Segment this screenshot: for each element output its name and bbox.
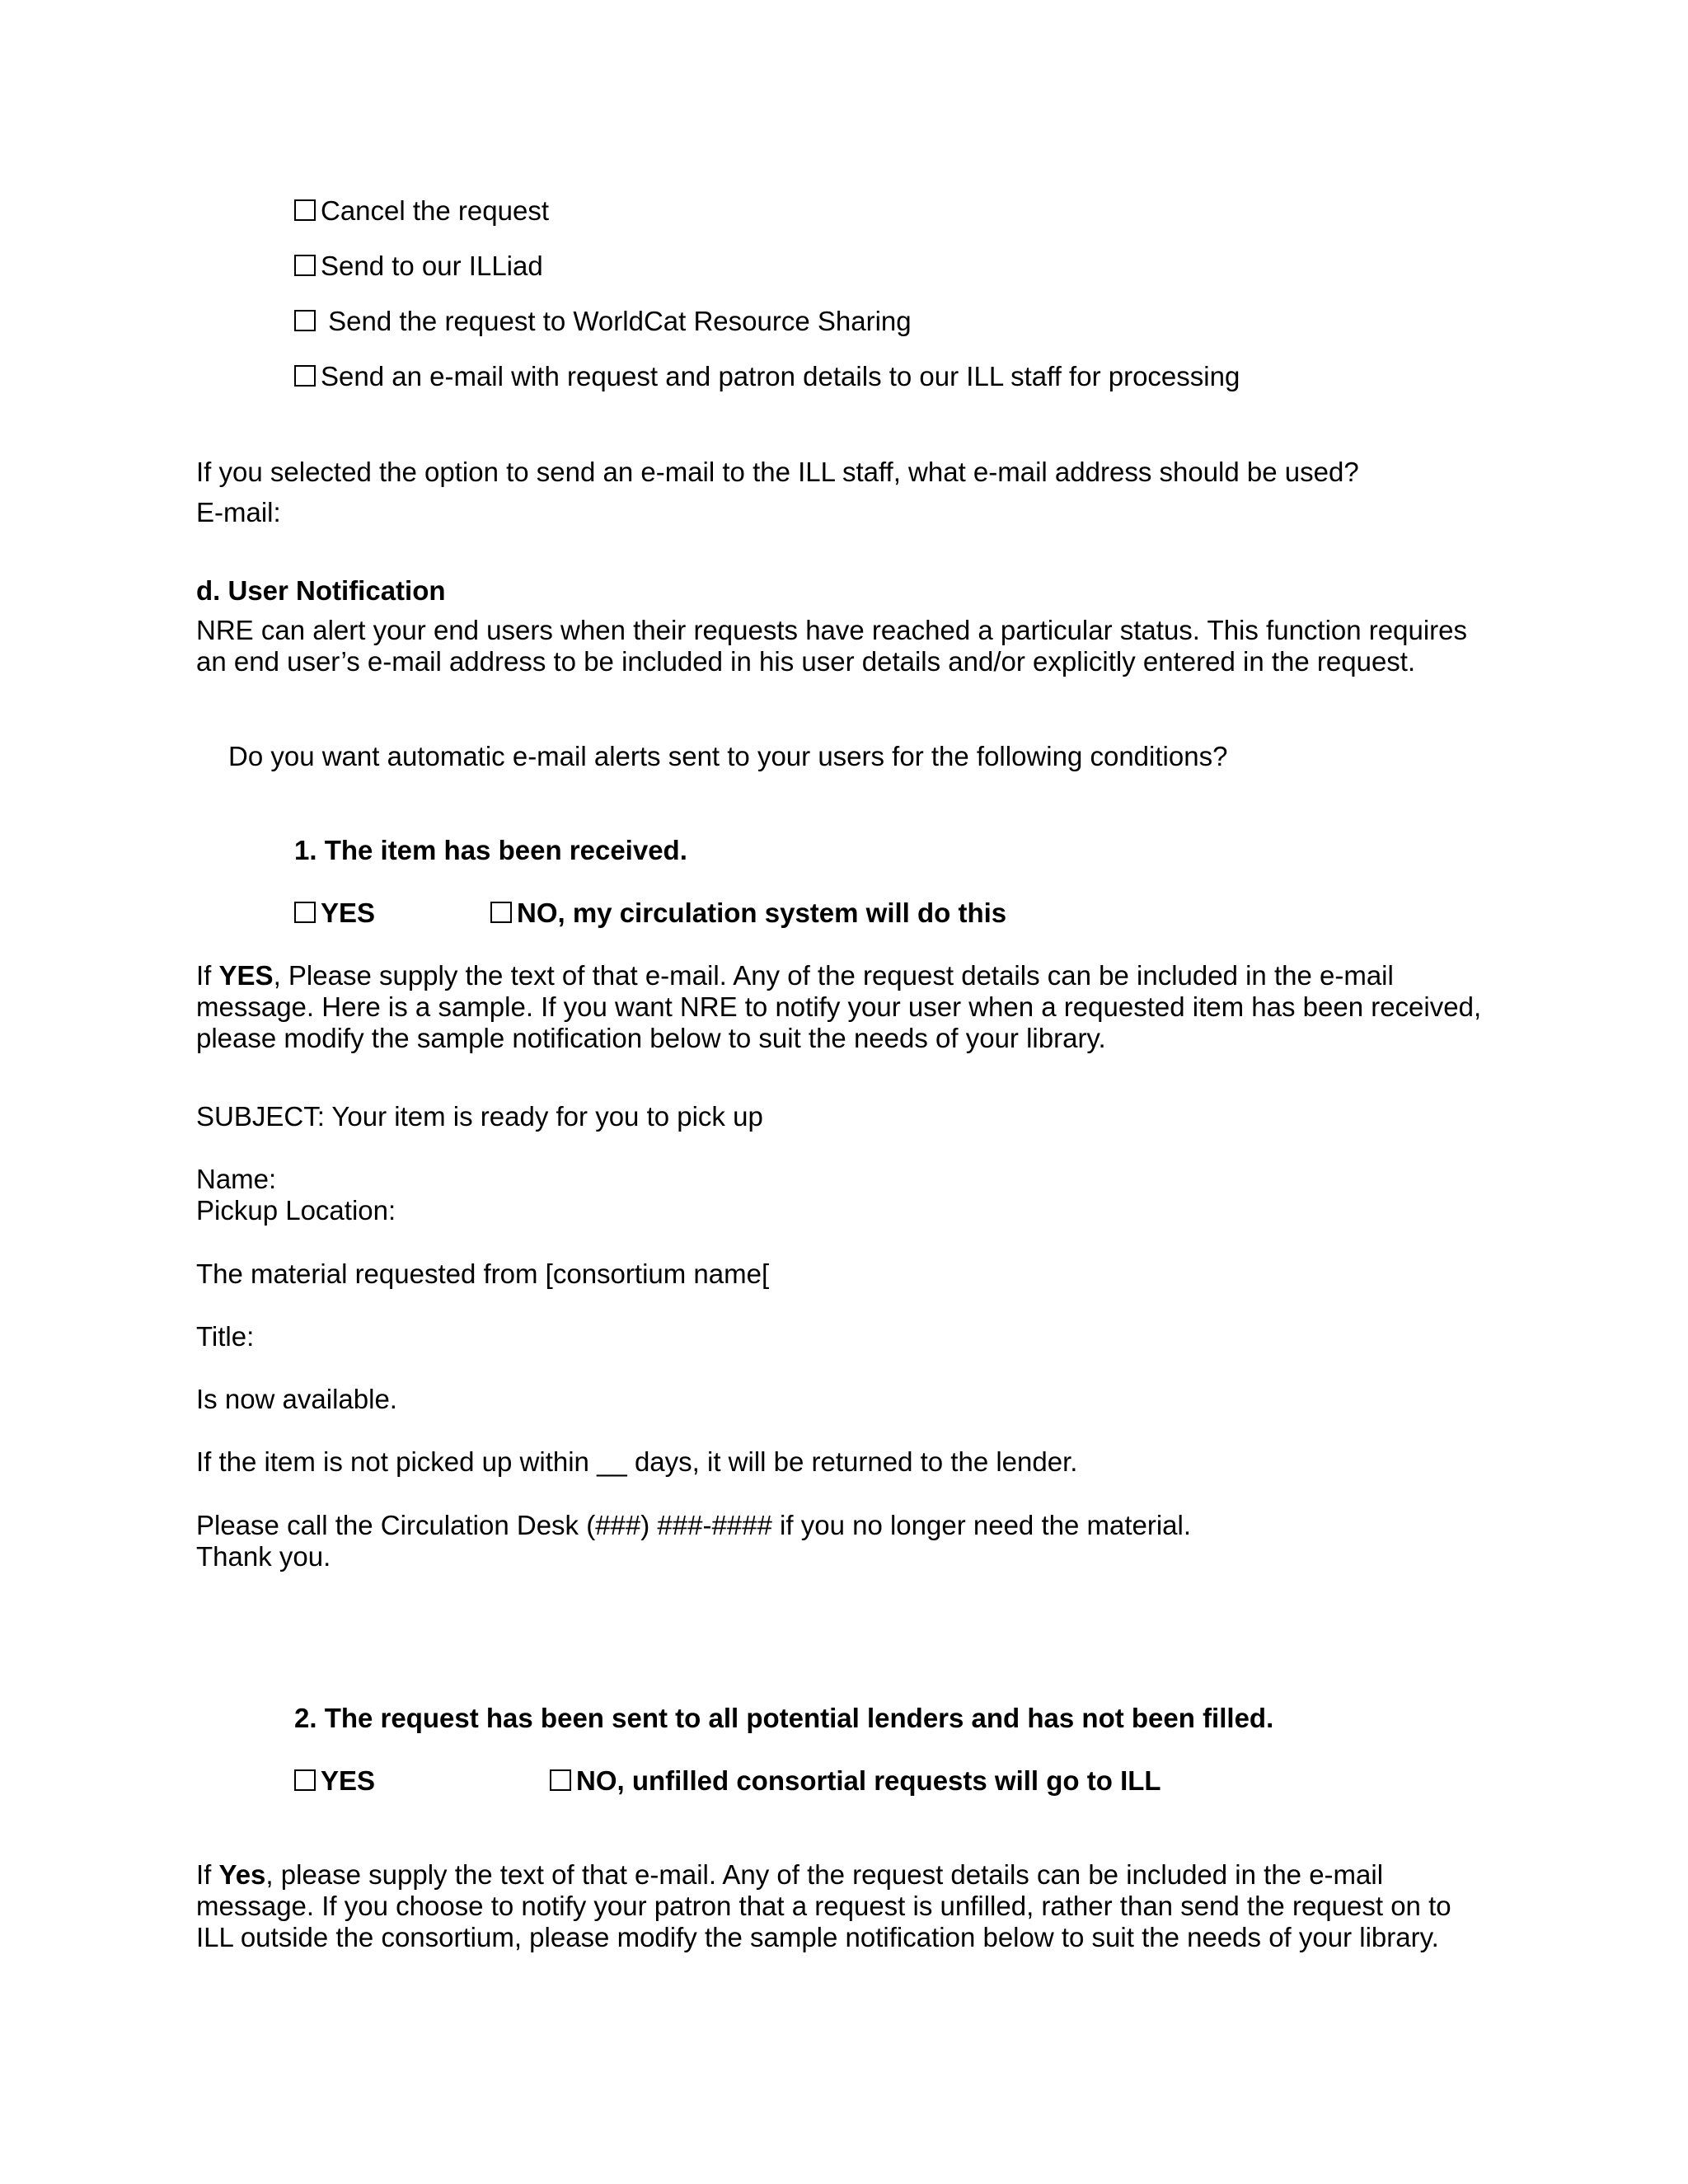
option-label: Send to our ILLiad: [321, 251, 543, 281]
option-worldcat[interactable]: [294, 306, 912, 337]
sample-name: Name:: [196, 1164, 277, 1194]
instruction-lead: If: [196, 960, 219, 991]
sample-available: Is now available.: [196, 1384, 397, 1414]
option-send-illiad[interactable]: [294, 251, 543, 282]
instruction-rest: , Please supply the text of that e-mail. Any of the request details can be included in the e-mail message. Here is a sample. If you want NRE to notify your user when a requested item has been received, please modify the sample notification below to suit the needs of your library.: [196, 960, 1482, 1053]
checkbox-cancel-request[interactable]: [294, 199, 316, 221]
sample-pickup-days: If the item is not picked up within __ days, it will be returned to the lender.: [196, 1446, 1078, 1477]
option-label: Cancel the request: [321, 195, 550, 226]
email-question: If you selected the option to send an e-mail to the ILL staff, what e-mail address should be used?: [196, 457, 1359, 487]
checkbox-condition1-yes[interactable]: [294, 902, 316, 923]
section-intro: NRE can alert your end users when their requests have reached a particular status. This function requires an end user’s e-mail address to be included in his user details and/or explicitly entered in the request.: [196, 615, 1468, 677]
sample-thanks: Thank you.: [196, 1541, 331, 1572]
sample-subject: SUBJECT: Your item is ready for you to pick up: [196, 1101, 763, 1132]
section-heading: d. User Notification: [196, 575, 446, 606]
alerts-question: Do you want automatic e-mail alerts sent to your users for the following conditions?: [228, 741, 1228, 771]
condition1-heading: 1. The item has been received.: [294, 835, 687, 865]
sample-material: The material requested from [consortium name[: [196, 1258, 770, 1289]
instruction-bold: YES: [218, 960, 274, 991]
option-label: Send the request to WorldCat Resource Sharing: [321, 306, 912, 336]
sample-title: Title:: [196, 1321, 255, 1352]
condition2-yes-option[interactable]: [294, 1765, 375, 1797]
no-label: NO, my circulation system will do this: [517, 898, 1007, 928]
checkbox-worldcat[interactable]: [294, 310, 316, 331]
instruction-rest: , please supply the text of that e-mail. Any of the request details can be included in the e-mail message. If you choose to notify your patron that a request is unfilled, rather than send the request on to ILL outside the consortium, please modify the sample notification below to suit the needs of your library.: [196, 1859, 1451, 1952]
instruction-lead: If: [196, 1859, 219, 1890]
checkbox-email-ill-staff[interactable]: [294, 365, 316, 387]
condition1-yes-option[interactable]: [294, 898, 375, 929]
yes-label: YES: [321, 898, 376, 928]
condition2-no-option[interactable]: [550, 1765, 1161, 1797]
condition2-heading: 2. The request has been sent to all potential lenders and has not been filled.: [294, 1703, 1274, 1733]
condition1-no-option[interactable]: [490, 898, 1006, 929]
no-label: NO, unfilled consortial requests will go to ILL: [576, 1765, 1161, 1796]
option-cancel-request[interactable]: [294, 195, 549, 227]
checkbox-send-illiad[interactable]: [294, 255, 316, 276]
sample-call: Please call the Circulation Desk (###) ###-#### if you no longer need the material.: [196, 1510, 1192, 1540]
condition2-instructions: [196, 1859, 1482, 1953]
sample-pickup: Pickup Location:: [196, 1195, 396, 1226]
checkbox-condition2-yes[interactable]: [294, 1769, 316, 1791]
condition1-instructions: [196, 960, 1482, 1054]
option-label: Send an e-mail with request and patron details to our ILL staff for processing: [321, 361, 1240, 391]
checkbox-condition1-no[interactable]: [490, 902, 512, 923]
email-label: E-mail:: [196, 497, 281, 527]
yes-label: YES: [321, 1765, 376, 1796]
option-email-ill-staff[interactable]: [294, 361, 1240, 392]
instruction-bold: Yes: [218, 1859, 266, 1890]
checkbox-condition2-no[interactable]: [550, 1769, 571, 1791]
